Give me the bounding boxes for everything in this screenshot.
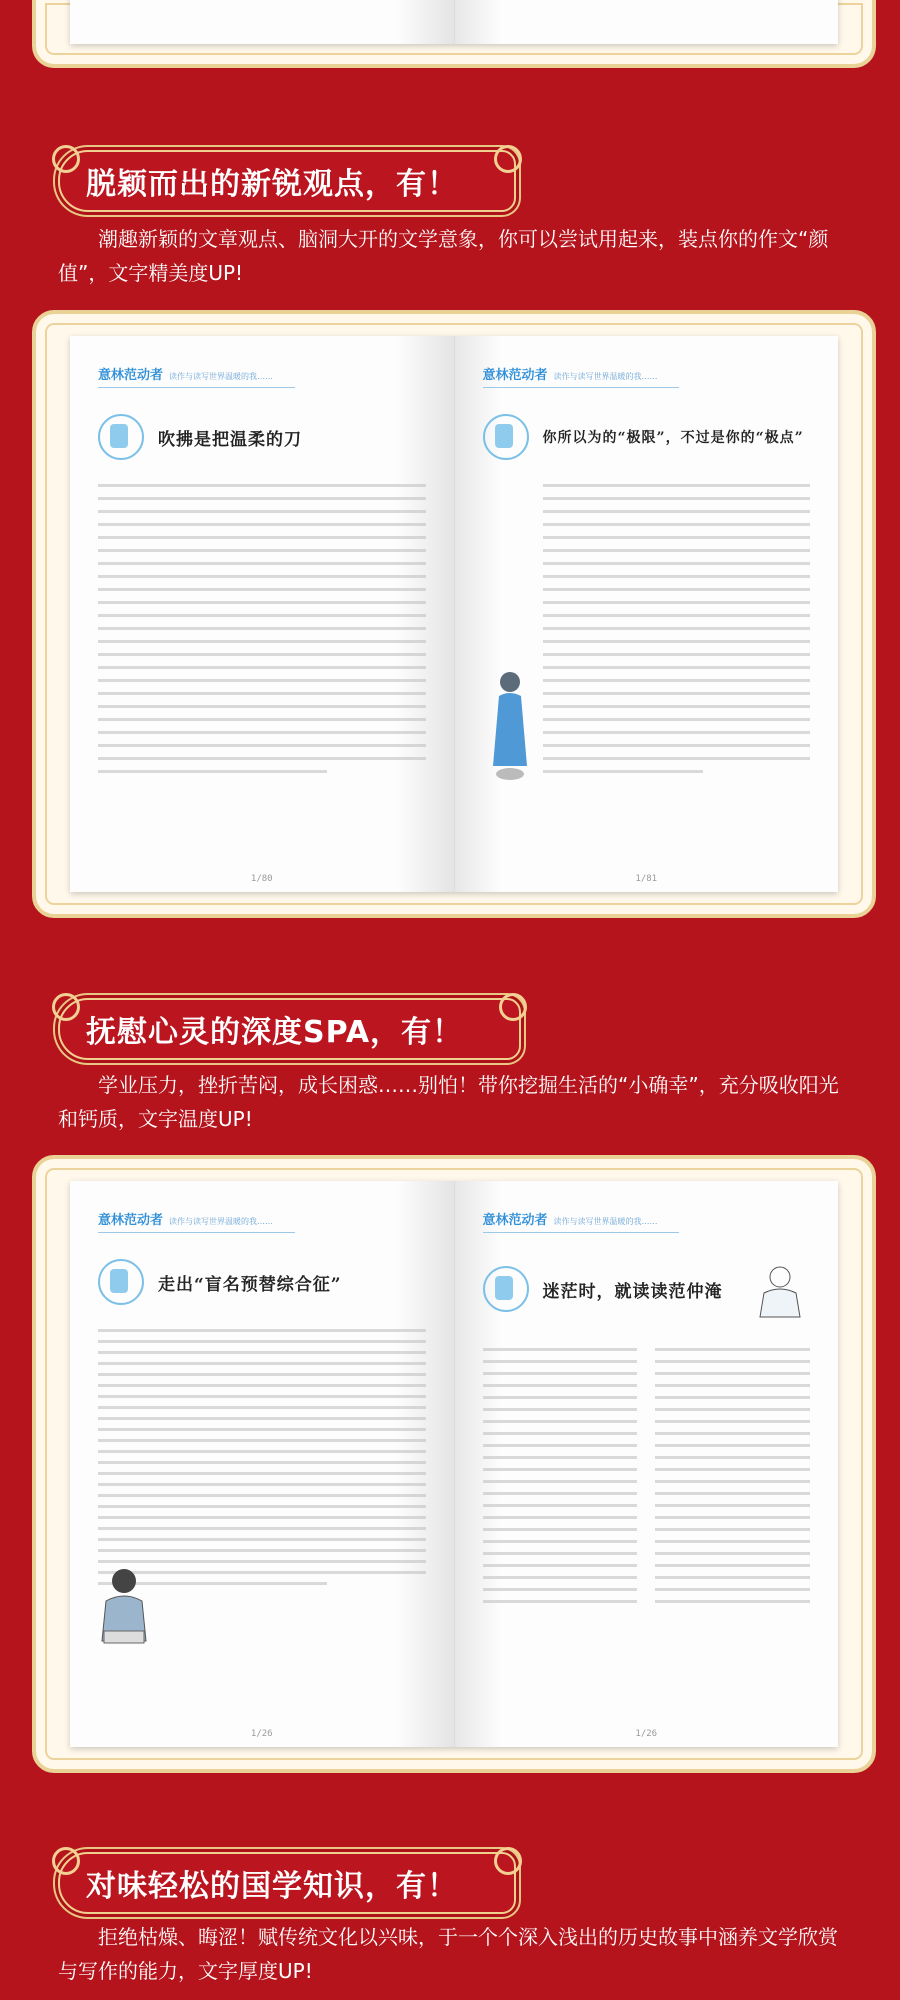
book-left-page bbox=[70, 0, 455, 44]
chapter-title: 你所以为的“极限”，不过是你的“极点” bbox=[542, 430, 804, 446]
student-illustration-icon bbox=[94, 1561, 154, 1651]
text-column-right bbox=[655, 1339, 810, 1612]
scholar-illustration-icon bbox=[750, 1259, 810, 1319]
page-number: 1/80 bbox=[250, 874, 273, 884]
book-header-title: 意林范动者 bbox=[482, 1213, 548, 1228]
chapter-emblem-icon bbox=[483, 1266, 529, 1312]
section-title-text: 对味轻松的国学知识，有！ bbox=[86, 1869, 458, 1904]
page-number: 1/81 bbox=[635, 874, 658, 884]
ornament-icon bbox=[494, 145, 522, 173]
book-left-page bbox=[70, 1181, 455, 1747]
section-title-3 bbox=[58, 1852, 516, 1914]
book-spread-1 bbox=[70, 336, 838, 892]
book-spread-top-partial bbox=[32, 0, 876, 68]
ornament-icon bbox=[499, 993, 527, 1021]
book-header bbox=[98, 1209, 426, 1228]
chapter-title: 迷茫时，就读读范仲淹 bbox=[542, 1281, 723, 1302]
body-text-block bbox=[98, 1329, 426, 1585]
chapter-emblem-icon bbox=[98, 1259, 144, 1305]
book-spread-2 bbox=[70, 1181, 838, 1747]
chapter-heading bbox=[98, 414, 426, 460]
ornament-icon bbox=[52, 145, 80, 173]
book-header-title: 意林范动者 bbox=[482, 368, 548, 383]
book-header bbox=[98, 364, 426, 383]
chapter-title: 吹拂是把温柔的刀 bbox=[158, 429, 302, 450]
section-title-text: 抚慰心灵的深度SPA，有！ bbox=[86, 1015, 464, 1050]
book-header bbox=[483, 1209, 811, 1228]
page-number: 1/26 bbox=[250, 1729, 273, 1739]
section-title-text: 脱颖而出的新锐观点，有！ bbox=[86, 167, 458, 202]
section-desc-2: 学业压力，挫折苦闷，成长困惑……别怕！带你挖掘生活的“小确幸”，充分吸收阳光和钙质，文字温度UP! bbox=[58, 1073, 839, 1131]
book-right-page bbox=[455, 0, 839, 44]
book-right-page bbox=[455, 1181, 839, 1747]
girl-illustration-icon bbox=[485, 666, 535, 786]
book-header-sub: 读作与读写世界温暖的我…… bbox=[553, 1217, 658, 1226]
body-text-block bbox=[543, 484, 811, 773]
header-divider bbox=[483, 387, 680, 388]
ornament-icon bbox=[494, 1847, 522, 1875]
book-header-title: 意林范动者 bbox=[98, 368, 164, 383]
book-header-sub: 读作与读写世界温暖的我…… bbox=[169, 1217, 274, 1226]
book-header-title: 意林范动者 bbox=[98, 1213, 164, 1228]
book-left-page bbox=[70, 336, 455, 892]
ornament-icon bbox=[52, 993, 80, 1021]
ornament-icon bbox=[52, 1847, 80, 1875]
chapter-heading bbox=[483, 414, 811, 460]
header-divider bbox=[483, 1232, 680, 1233]
header-divider bbox=[98, 1232, 295, 1233]
body-text-block bbox=[98, 484, 426, 773]
chapter-emblem-icon bbox=[98, 414, 144, 460]
chapter-heading bbox=[483, 1259, 811, 1319]
page-number: 1/26 bbox=[635, 1729, 658, 1739]
book-pages bbox=[70, 0, 838, 44]
book-header bbox=[483, 364, 811, 383]
chapter-title: 走出“盲名预替综合征” bbox=[158, 1274, 342, 1295]
section-title-2 bbox=[58, 998, 521, 1060]
two-column-text bbox=[483, 1339, 811, 1612]
section-desc-1: 潮趣新颖的文章观点、脑洞大开的文学意象，你可以尝试用起来，装点你的作文“颜值”，文字精美度UP! bbox=[58, 227, 829, 285]
book-header-sub: 读作与读写世界温暖的我…… bbox=[169, 372, 274, 381]
chapter-heading bbox=[98, 1259, 426, 1305]
book-right-page bbox=[455, 336, 839, 892]
section-desc-3: 拒绝枯燥、晦涩！赋传统文化以兴味，于一个个深入浅出的历史故事中涵养文学欣赏与写作的能力，文字厚度UP! bbox=[58, 1925, 838, 1983]
chapter-emblem-icon bbox=[483, 414, 529, 460]
book-frame-1 bbox=[32, 310, 876, 918]
text-column-left bbox=[483, 1339, 638, 1612]
book-header-sub: 读作与读写世界温暖的我…… bbox=[553, 372, 658, 381]
book-frame-2 bbox=[32, 1155, 876, 1773]
section-title-1 bbox=[58, 150, 516, 212]
header-divider bbox=[98, 387, 295, 388]
